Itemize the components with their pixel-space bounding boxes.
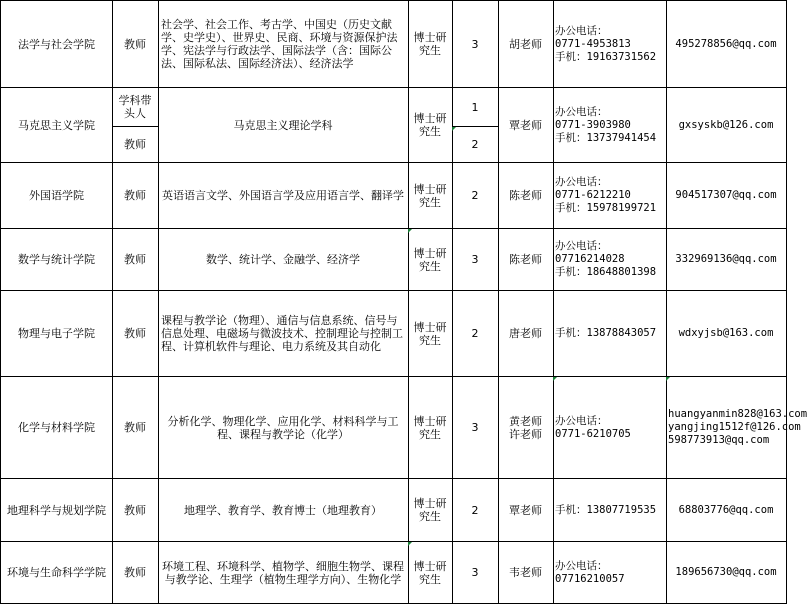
post-cell-text: 教师 (124, 189, 146, 202)
contact-cell (498, 0, 554, 88)
count-cell (452, 479, 499, 542)
college-cell-text: 地理科学与规划学院 (7, 503, 106, 517)
college-cell (0, 229, 113, 291)
post-cell-text: 教师 (124, 421, 146, 434)
college-cell-text: 环境与生命科学学院 (7, 566, 106, 579)
college-cell-text: 法学与社会学院 (18, 37, 95, 51)
college-cell-text: 马克思主义学院 (18, 118, 95, 132)
degree-cell-text: 博士研究生 (413, 182, 447, 209)
email-cell (666, 0, 787, 88)
contact-cell-text: 胡老师 (509, 37, 542, 51)
phone-cell-text: 办公电话： 07716214028 手机：18648801398 (555, 240, 657, 278)
phone-cell (553, 88, 667, 163)
count-cell-text: 2 (471, 189, 479, 202)
phone-cell-text: 办公电话： 0771-4953813 手机：19163731562 (555, 24, 657, 63)
count-cell-text: 2 (471, 503, 479, 517)
email-cell-text: 68803776@qq.com (678, 503, 774, 516)
major-cell (158, 163, 409, 229)
phone-cell (553, 229, 667, 291)
contact-cell-text: 覃老师 (509, 118, 542, 132)
count-cell (452, 0, 499, 88)
degree-cell-text: 博士研究生 (413, 31, 447, 57)
email-cell-text: gxsyskb@126.com (678, 118, 774, 131)
post-cell (112, 229, 159, 291)
post-cell (112, 127, 159, 163)
post-cell (112, 542, 159, 604)
degree-cell-text: 博士研究生 (413, 497, 447, 523)
post-cell (112, 0, 159, 88)
major-cell-text: 数学、统计学、金融学、经济学 (206, 253, 360, 266)
post-cell (112, 88, 159, 127)
phone-cell-text: 办公电话： 07716210057 (555, 559, 625, 585)
post-cell-text: 教师 (124, 503, 146, 517)
major-cell-text: 分析化学、物理化学、应用化学、材料科学与工程、课程与教学论（化学） (167, 414, 399, 441)
email-cell-text: 332969136@qq.com (675, 253, 777, 265)
contact-cell-text: 覃老师 (509, 503, 542, 517)
degree-cell-text: 博士研究生 (413, 559, 447, 586)
major-cell (158, 0, 409, 88)
post-cell-text: 教师 (124, 566, 146, 579)
major-cell-text: 马克思主义理论学科 (233, 118, 333, 132)
major-cell (158, 291, 409, 377)
college-cell (0, 291, 113, 377)
college-cell (0, 377, 113, 479)
email-cell (666, 88, 787, 163)
post-cell-text: 教师 (124, 37, 146, 51)
major-cell (158, 229, 409, 291)
college-cell-text: 数学与统计学院 (18, 253, 95, 266)
degree-cell (408, 163, 453, 229)
college-cell (0, 163, 113, 229)
count-cell (452, 291, 499, 377)
phone-cell (553, 479, 667, 542)
count-cell-text: 3 (471, 566, 479, 579)
contact-cell-text: 韦老师 (509, 566, 542, 579)
degree-cell (408, 0, 453, 88)
major-cell-text: 环境工程、环境科学、植物学、细胞生物学、课程与教学论、生理学（植物生理学方向）、生物化学 (162, 559, 404, 586)
degree-cell-text: 博士研究生 (413, 414, 447, 441)
count-cell (452, 377, 499, 479)
major-cell-text: 地理学、教育学、教育博士（地理教育） (184, 503, 382, 517)
count-cell (452, 229, 499, 291)
college-cell (0, 542, 113, 604)
post-cell-text: 教师 (124, 138, 146, 151)
contact-cell (498, 291, 554, 377)
count-cell (452, 542, 499, 604)
email-cell (666, 229, 787, 291)
major-cell-text: 英语语言文学、外国语言学及应用语言学、翻译学 (162, 189, 404, 202)
count-cell-text: 3 (471, 421, 479, 434)
degree-cell (408, 377, 453, 479)
phone-cell-text: 手机：13807719535 (555, 503, 657, 516)
contact-cell (498, 229, 554, 291)
phone-cell-text: 办公电话： 0771-3903980 手机：13737941454 (555, 105, 657, 144)
count-cell (452, 163, 499, 229)
major-cell-text: 课程与教学论（物理）、通信与信息系统、信号与信息处理、电磁场与微波技术、控制理论与控制工程、计算机软件与理论、电力系统及其自动化 (161, 314, 403, 353)
degree-cell (408, 88, 453, 163)
degree-cell-text: 博士研究生 (413, 112, 447, 138)
contact-cell-text: 黄老师 许老师 (509, 414, 542, 441)
major-cell (158, 377, 409, 479)
post-cell (112, 479, 159, 542)
post-cell (112, 377, 159, 479)
email-cell (666, 377, 807, 479)
phone-cell (553, 291, 667, 377)
email-cell (666, 542, 787, 604)
count-cell (452, 127, 499, 163)
degree-cell (408, 229, 453, 291)
count-cell-text: 2 (471, 138, 479, 151)
count-cell-text: 2 (471, 327, 479, 340)
contact-cell (498, 163, 554, 229)
email-cell-text: wdxyjsb@163.com (678, 327, 774, 339)
degree-cell (408, 479, 453, 542)
email-cell-text: 904517307@qq.com (675, 189, 777, 201)
count-cell (452, 88, 499, 127)
contact-cell (498, 377, 554, 479)
email-cell-text: 495278856@qq.com (675, 37, 777, 50)
degree-cell-text: 博士研究生 (413, 246, 447, 273)
count-cell-text: 1 (471, 100, 479, 114)
contact-cell-text: 陈老师 (509, 253, 542, 266)
email-cell (666, 163, 787, 229)
phone-cell (553, 542, 667, 604)
degree-cell-text: 博士研究生 (413, 320, 447, 347)
contact-cell (498, 88, 554, 163)
email-cell-text: 189656730@qq.com (675, 566, 777, 578)
contact-cell-text: 陈老师 (509, 189, 542, 202)
post-cell-text: 学科带头人 (118, 94, 152, 120)
phone-cell-text: 办公电话： 0771-6212210 手机：15978199721 (555, 176, 657, 214)
post-cell (112, 163, 159, 229)
phone-cell-text: 手机：13878843057 (555, 327, 657, 339)
contact-cell (498, 479, 554, 542)
major-cell (158, 542, 409, 604)
email-cell (666, 479, 787, 542)
phone-cell-text: 办公电话： 0771-6210705 (555, 414, 631, 440)
college-cell (0, 88, 113, 163)
contact-cell (498, 542, 554, 604)
college-cell-text: 物理与电子学院 (18, 327, 95, 340)
contact-cell-text: 唐老师 (509, 327, 542, 340)
phone-cell (553, 377, 667, 479)
count-cell-text: 3 (471, 253, 479, 266)
phone-cell (553, 0, 667, 88)
email-cell (666, 291, 787, 377)
major-cell-text: 社会学、社会工作、考古学、中国史（历史文献学、史学史）、世界史、民商、环境与资源保护法学、宪法学与行政法学、国际法学（含：国际公法、国际私法、国际经济法）、经济法学 (161, 18, 398, 70)
post-cell (112, 291, 159, 377)
count-cell-text: 3 (471, 37, 479, 51)
email-cell-text: huangyanmin828@163.com yangjing1512f@126.com 598773913@qq.com (668, 408, 807, 446)
major-cell (158, 479, 409, 542)
college-cell (0, 479, 113, 542)
post-cell-text: 教师 (124, 253, 146, 266)
degree-cell (408, 542, 453, 604)
college-cell-text: 化学与材料学院 (18, 421, 95, 434)
college-cell (0, 0, 113, 88)
post-cell-text: 教师 (124, 327, 146, 340)
college-cell-text: 外国语学院 (29, 189, 84, 202)
degree-cell (408, 291, 453, 377)
phone-cell (553, 163, 667, 229)
major-cell (158, 88, 409, 163)
